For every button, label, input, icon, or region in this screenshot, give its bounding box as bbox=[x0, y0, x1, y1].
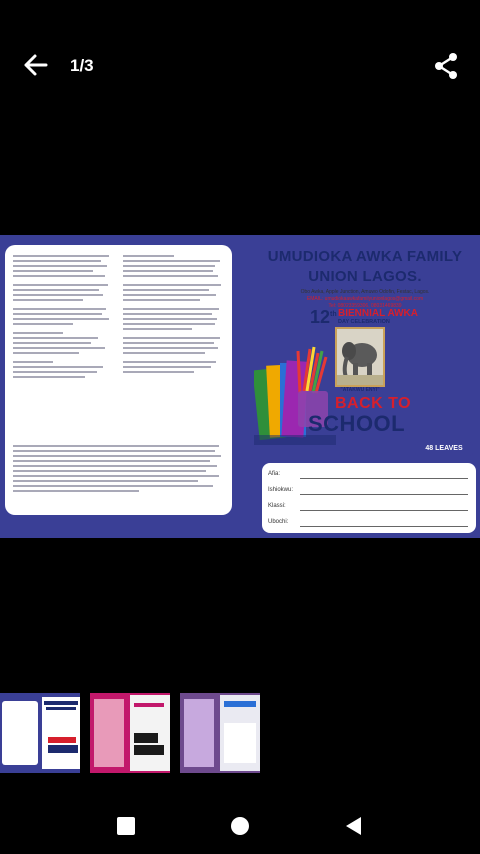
status-bar bbox=[0, 0, 480, 30]
arrow-left-icon bbox=[18, 50, 52, 80]
thumbnail-3[interactable] bbox=[180, 693, 260, 773]
triangle-back-icon bbox=[342, 814, 366, 838]
system-nav-bar bbox=[0, 794, 480, 854]
printer-footer: @ Patience Print 0703 590 9220 bbox=[58, 497, 148, 503]
day-celebration-text: DAY CELEBRATION bbox=[338, 319, 390, 325]
form-row-klassi bbox=[268, 501, 472, 515]
address-line: Obo Awka, Apple Junction, Amuwo Odofin, Festac, Lagos. bbox=[300, 289, 430, 295]
elephant-icon bbox=[337, 329, 383, 385]
form-label: Afia: bbox=[268, 471, 281, 477]
back-button[interactable] bbox=[18, 50, 52, 80]
biennial-text: BIENNIAL AWKA bbox=[338, 308, 418, 319]
thumbnail-image-2 bbox=[90, 693, 170, 773]
email-line: EMAIL: umudiokaawkafamilyunionlagos@gmail.com bbox=[306, 296, 424, 302]
name-form bbox=[262, 463, 476, 533]
image-counter: 1/3 bbox=[70, 56, 94, 75]
share-icon bbox=[430, 50, 462, 82]
org-title-line1: UMUDIOKA AWKA FAMILY bbox=[267, 248, 463, 265]
motto-text: "ATAKWU ENYI" bbox=[340, 387, 380, 393]
square-icon bbox=[114, 814, 138, 838]
thumbnail-image-1 bbox=[0, 693, 80, 773]
viewer-toolbar bbox=[0, 36, 480, 96]
school-text: SCHOOL bbox=[308, 411, 406, 436]
recents-button[interactable] bbox=[114, 814, 138, 838]
nav-back-button[interactable] bbox=[342, 814, 366, 838]
thumbnail-2[interactable] bbox=[90, 693, 170, 773]
phone-line: Tel: 08023359306, 08031469839 bbox=[328, 303, 402, 309]
form-row-ubochi bbox=[268, 517, 472, 531]
front-cover-page bbox=[250, 235, 480, 538]
form-row-afia bbox=[268, 469, 472, 483]
elephant-logo bbox=[335, 327, 385, 387]
back-to-text: BACK TO bbox=[335, 395, 412, 412]
form-label: Klassi: bbox=[268, 503, 286, 509]
text-column-right bbox=[123, 255, 225, 376]
thumbnail-1[interactable] bbox=[0, 693, 80, 773]
share-button[interactable] bbox=[430, 50, 462, 82]
thumbnail-strip bbox=[0, 693, 480, 773]
back-cover-page bbox=[5, 245, 232, 515]
image-viewer[interactable] bbox=[0, 235, 480, 538]
org-title-line2: UNION LAGOS. bbox=[308, 268, 422, 285]
form-label: Ubochi: bbox=[268, 519, 289, 525]
org-title bbox=[250, 247, 480, 287]
celebration-banner bbox=[304, 307, 474, 327]
home-button[interactable] bbox=[228, 814, 252, 838]
text-column-left bbox=[13, 255, 113, 381]
form-row-ishiokwu bbox=[268, 485, 472, 499]
thumbnail-image-3 bbox=[180, 693, 260, 773]
circle-icon bbox=[228, 814, 252, 838]
leaves-badge: 48 LEAVES bbox=[415, 442, 473, 456]
text-block-bottom bbox=[13, 445, 223, 495]
form-label: Ishiokwu: bbox=[268, 487, 294, 493]
ordinal-number: 12th bbox=[310, 307, 337, 327]
